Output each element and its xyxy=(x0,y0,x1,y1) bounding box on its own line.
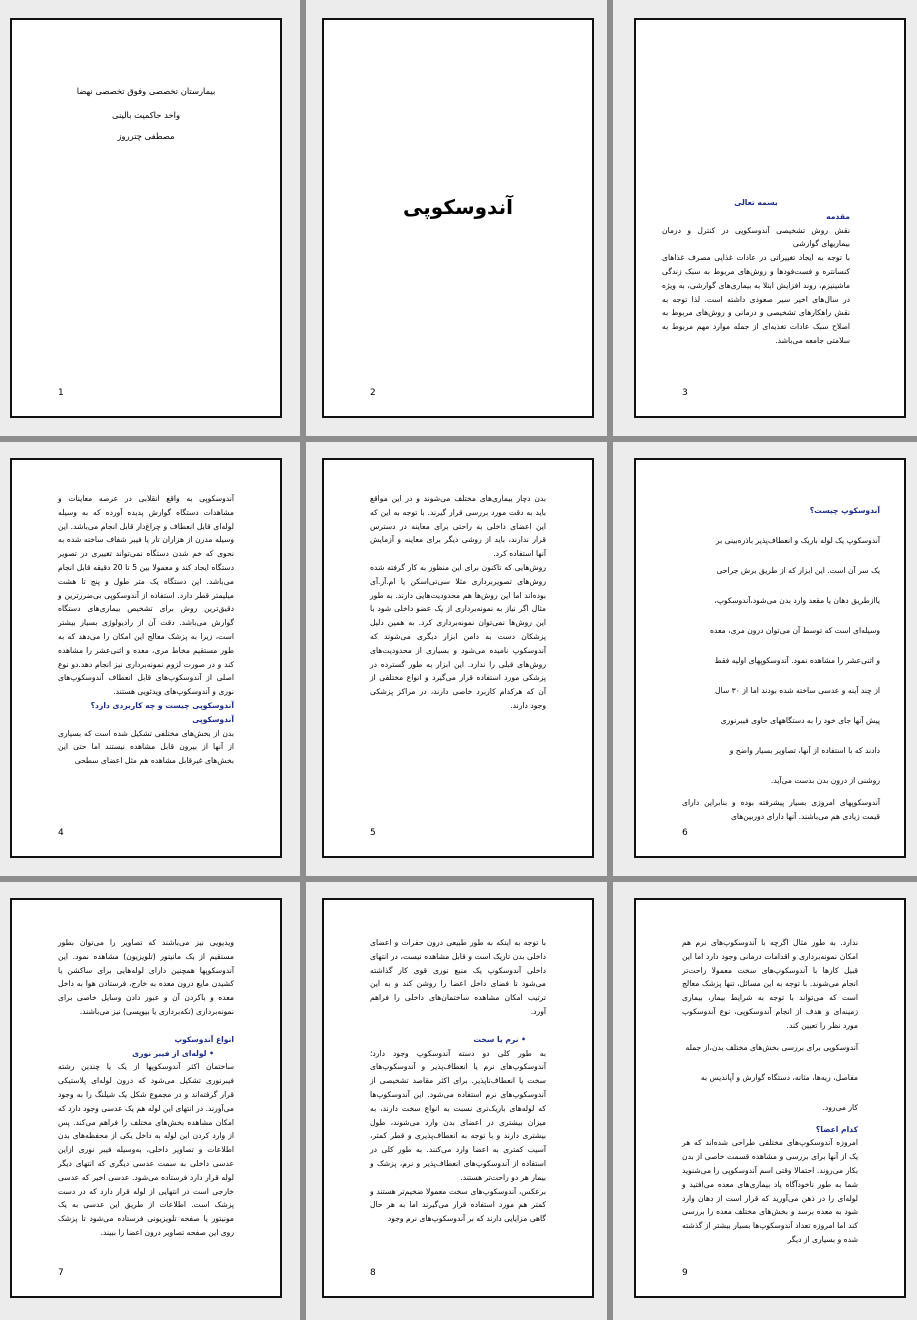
bullet-item: • لوله‌ای از فیبر نوری xyxy=(132,1048,214,1058)
page-number: 9 xyxy=(682,1268,688,1278)
page-body xyxy=(682,936,858,1256)
paragraph: به طور کلی دو دسته آندوسکوپ وجود دارد؛ آندوسکوپ‌های نرم یا انعطاف‌پذیر و آندوسکوپ‌های سخت یا انعطاف‌ناپذیر. برای اکثر مقاصد تشخیصی از آندوسکوپ‌های نرم استفاده می‌شود. این آندوسکوپ‌ها که لوله‌های باریک‌تری نسبت به انواع سخت دارند، به میزان بیشتری در اعضای بدن وارد می‌شوند، طول بیشتری دارند و با توجه به انعطاف‌پذیری و قطر کمتر، آسیب کمتری به اعضا وارد می‌کنند. به طور کلی در استفاده از آندوسکوپ‌های انعطاف‌پذیر و نرم، پزشک و بیمار هر دو راحت‌تر هستند. xyxy=(370,1048,546,1182)
page-cell-5 xyxy=(306,442,607,876)
page-body xyxy=(370,936,546,1256)
paragraph-line: و اثنی‌عشر را مشاهده نمود. آندوسکوپهای اولیه فقط xyxy=(714,656,880,665)
paragraph-line: دادند که با استفاده از آنها، تصاویر بسیار واضح و xyxy=(729,746,880,755)
page-number: 6 xyxy=(682,828,688,838)
page-body xyxy=(58,492,234,816)
paragraph: بدن دچار بیماری‌های مختلف می‌شوند و در این مواقع باید به دقت مورد بررسی قرار گیرند. با توجه به این که این اعضای داخلی به راحتی برای معاینه در دسترس قرار ندارند، باید از روشی دیگر برای معاینه و آزمایش آنها استفاده کرد. xyxy=(370,494,546,559)
page-number: 4 xyxy=(58,828,64,838)
department-name: واحد حاکمیت بالینی xyxy=(111,110,181,120)
paragraph: برعکس، آندوسکوپ‌های سخت معمولا ضخیم‌تر هستند و کمتر هم مورد استفاده قرار می‌گیرند اما به هر حال گاهی مزایایی دارند که بر آندوسکوپ‌های نرم وجود xyxy=(370,1186,546,1224)
bullet-text: نرم یا سخت xyxy=(473,1034,519,1044)
paragraph-line: روشنی از درون بدن بدست می‌آید. xyxy=(770,776,880,785)
paragraph: با توجه به اینکه به طور طبیعی درون حفرات و اعضای داخلی بدن تاریک است و قابل مشاهده نیست، در انتهای داخلی آندوسکوپ یک منبع نوری قوی کار گذاشته می‌شود تا فضای داخل اعضا را روشن کند و به این ترتیب امکان مشاهده ساختمان‌های داخلی را فراهم آورد. xyxy=(370,938,546,1016)
page-cell-3 xyxy=(613,0,917,436)
author-name: مصطفی چترروز xyxy=(117,131,175,141)
page-cell-6 xyxy=(613,442,917,876)
paragraph: امروزه آندوسکوپ‌های مختلفی طراحی شده‌اند که هر یک از آنها برای بررسی و مشاهده قسمت خاصی از بدن بکار می‌روند. احتمالا وقتی اسم آندوسکوپی را می‌شنوید شما به طور ناخودآگاه یاد بیماری‌های معده می‌افتید و لوله‌ای را در ذهن می‌آورید که قرار است از دهان وارد شود به معده برسد و بخش‌های مختلف معده را بررسی کند اما امروزه تعداد آندوسکوپ‌ها بسیار بیشتر از گذشته شده و بسیاری از دیگر xyxy=(682,1138,858,1244)
paragraph: روش‌هایی که تاکنون برای این منظور به کار گرفته شده روش‌های تصویربرداری مثلا سی‌تی‌اسکن یا ام.آر.آی بوده‌اند اما این روش‌ها هم محدودیت‌هایی دارند. به طور مثال اگر نیاز به نمونه‌برداری از یک عضو داخلی شود با این روش‌ها نمی‌توان نمونه‌برداری کرد. به همین دلیل پزشکان دست به دامن ابزار دیگری می‌شوند که آندوسکوپ نامیده می‌شود و بسیاری از محدودیت‌های روش‌های قبلی را ندارد. این ابزار به طور گسترده در پزشکی مورد استفاده قرار می‌گیرد و انواع مختلفی از آن که هرکدام کاربرد خاصی دارند، در مراکز پزشکی وجود دارند. xyxy=(370,562,546,710)
paragraph-line: یک سر آن است. این ابزار که از طریق برش جراحی xyxy=(716,566,880,575)
document-page-1[interactable] xyxy=(10,18,282,418)
page-body xyxy=(370,492,546,816)
document-title: آندوسکوپی xyxy=(403,195,513,219)
paragraph: با توجه به ایجاد تغییراتی در عادات غذایی مصرف غذاهای کنسانتره و فست‌فودها و روش‌های مربوط به سبک زندگی ماشینیزم، روند افزایش ابتلا به بیماری‌های گوارشی، به ویژه در سال‌های اخیر سیر صعودی داشته است. لذا توجه به نقش راهکارهای تشخیصی و درمانی و روش‌های مربوط به اصلاح سبک عادات تغذیه‌ای از جمله موارد مهم مربوط به سلامتی جامعه می‌باشد. xyxy=(662,253,850,345)
page-number: 7 xyxy=(58,1268,64,1278)
paragraph-line: وسیله‌ای است که توسط آن می‌توان درون مری، معده xyxy=(710,626,880,635)
document-page-8[interactable] xyxy=(322,898,594,1298)
document-page-6[interactable] xyxy=(634,458,906,858)
paragraph-line: آندوسکوپی برای بررسی بخش‌های مختلف بدن،از جمله xyxy=(685,1042,858,1052)
section-heading: آندوسکوپی چیست و چه کاربردی دارد؟ xyxy=(90,700,234,710)
section-heading: انواع آندوسکوپ xyxy=(174,1034,234,1044)
paragraph-line: از چند آینه و عدسی ساخته شده بودند اما از ۳۰ سال xyxy=(715,686,880,695)
document-page-4[interactable] xyxy=(10,458,282,858)
paragraph: ویدیویی نیز می‌باشند که تصاویر را می‌توان بطور مستقیم از یک مانیتور (تلویزیون) مشاهده نمود. این آندوسکوپها همچنین دارای لوله‌هایی برای ساکشن یا کشیدن مایع درون معده به خارج، فرستادن هوا به داخل معده و باکردن آن و عبور دادن وسایل خاصی برای نمونه‌برداری (تکه‌برداری یا بیوپسی) نیز می‌باشند. xyxy=(58,938,234,1016)
page-number: 2 xyxy=(370,388,376,398)
paragraph: نقش روش تشخیصی آندوسکوپی در کنترل و درمان بیماریهای گوارشی xyxy=(662,225,850,249)
basmala-heading: بسمه تعالی xyxy=(734,198,778,207)
page-body xyxy=(682,496,880,821)
section-heading: آندوسکوپ چیست؟ xyxy=(809,506,880,515)
document-page-2[interactable] xyxy=(322,18,594,418)
page-cell-4 xyxy=(0,442,300,876)
page-body xyxy=(662,196,850,376)
paragraph: آندوسکوپی به واقع انقلابی در عرصه معاینات و مشاهدات دستگاه گوارش پدیده آورده که به وسیله لوله‌ای قابل انعطاف و چراغ‌دار قابل انجام می‌باشد. این وسیله مدرن از هزاران تار یا فیبر شفاف ساخته شده به نحوی که خم شدن دستگاه نمی‌تواند تغییری در تصویر دستگاه ایجاد کند و معمولا بین 5 تا 20 دقیقه قابل انجام می‌باشد. این دستگاه یک متر طول و پنج تا هشت میلیمتر قطر دارد. استفاده از آندوسکوپی بی‌ضررترین و دقیق‌ترین روش برای تشخیص بیماری‌های دستگاه گوارش می‌باشد. دقت آن از رادیولوژی بسیار بیشتر است، زیرا به پزشک معالج این امکان را می‌دهد که به طور مستقیم مخاط مری، معده و اثنی‌عشر را مشاهده کند و در صورت لزوم نمونه‌برداری نیز انجام دهد.دو نوع اصلی از آندوسکوپ‌های قابل انعطاف آندوسکوپ‌های نوری و آندوسکوپ‌های ویدئویی هستند. xyxy=(58,494,234,697)
page-body xyxy=(58,936,234,1256)
paragraph-line: یاازطریق دهان یا مقعد وارد بدن می‌شود،آندوسکوپ، xyxy=(714,596,880,605)
page-cell-7 xyxy=(0,882,300,1320)
document-page-5[interactable] xyxy=(322,458,594,858)
paragraph-line: آندوسکوپ یک لوله باریک و انعطاف‌پذیر باذره‌بینی بر xyxy=(715,536,880,545)
bullet-item: • نرم یا سخت xyxy=(473,1034,526,1044)
page-number: 1 xyxy=(58,388,64,398)
paragraph-line: پیش آنها جای خود را به دستگاههای حاوی فیبرنوری xyxy=(720,716,880,725)
page-cell-9 xyxy=(613,882,917,1320)
page-cell-8 xyxy=(306,882,607,1320)
page-cell-1 xyxy=(0,0,300,436)
paragraph: آندوسکوپهای امروزی بسیار پیشرفته بوده و بنابراین دارای قیمت زیادی هم می‌باشند. آنها دارای دوربین‌های xyxy=(682,798,880,821)
section-subheading: آندوسکوپی xyxy=(192,714,234,724)
paragraph-line: کار می‌رود. xyxy=(822,1102,858,1112)
paragraph: ساختمان اکثر آندوسکوپها از یک یا چندین رشته فیبرنوری تشکیل می‌شود که درون لوله‌ای پلاستیکی قرار گرفته‌اند و در مجموع شکل یک شیلنگ را به وجود می‌آورند. در انتهای این لوله هم یک عدسی وجود دارد که امکان مشاهده بخش‌های مختلف را فراهم می‌کند. پس از وارد کردن این لوله به داخل یکی از محفظه‌های بدن اطلاعات و تصاویر داخلی، به‌وسیله فیبر نوری ازاین عدسی داخلی به سمت عدسی دیگری که انتهای دیگر لوله قرار دارد فرستاده می‌شود. عدسی اخیر که عدسی خارجی است در انتهایی از لوله قرار دارد که در دست پزشک است. اطلاعات از طریق این عدسی به یک مونیتور یا صفحه تلویزیونی فرستاده می‌شود تا پزشک روی این صفحه تصاویر درون اعضا را ببیند. xyxy=(58,1062,234,1237)
document-page-7[interactable] xyxy=(10,898,282,1298)
section-heading: کدام اعضا؟ xyxy=(815,1124,858,1134)
bullet-text: لوله‌ای از فیبر نوری xyxy=(132,1048,207,1058)
paragraph: بدن از بخش‌های مختلفی تشکیل شده است که بسیاری از آنها از بیرون قابل مشاهده نیستند اما حتی این بخش‌های غیرقابل مشاهده هم مثل اعضای سطحی xyxy=(58,728,234,766)
page-number: 8 xyxy=(370,1268,376,1278)
page-cell-2 xyxy=(306,0,607,436)
document-page-9[interactable] xyxy=(634,898,906,1298)
document-page-3[interactable] xyxy=(634,18,906,418)
paragraph: ندارد. به طور مثال اگرچه با آندوسکوپ‌های نرم هم امکان نمونه‌برداری و اقدامات درمانی وجود دارد اما این قبیل کارها با آندوسکوپ‌های سخت معمولا راحت‌تر انجام می‌شوند. با توجه به این مسائل، تنها پزشک معالج است که می‌تواند با توجه به شرایط بیمار، بیماری زمینه‌ای و هدف از انجام آندوسکوپی، نوع آندوسکوپ مورد نظر را تعیین کند. xyxy=(682,938,858,1030)
page-number: 3 xyxy=(682,388,688,398)
paragraph-line: مفاصل، ریه‌ها، مثانه، دستگاه گوارش و آپاندیس به xyxy=(700,1072,858,1082)
hospital-name: بیمارستان تخصصی وفوق تخصصی نهضا xyxy=(76,86,216,96)
intro-heading: مقدمه xyxy=(826,211,850,221)
page-number: 5 xyxy=(370,828,376,838)
